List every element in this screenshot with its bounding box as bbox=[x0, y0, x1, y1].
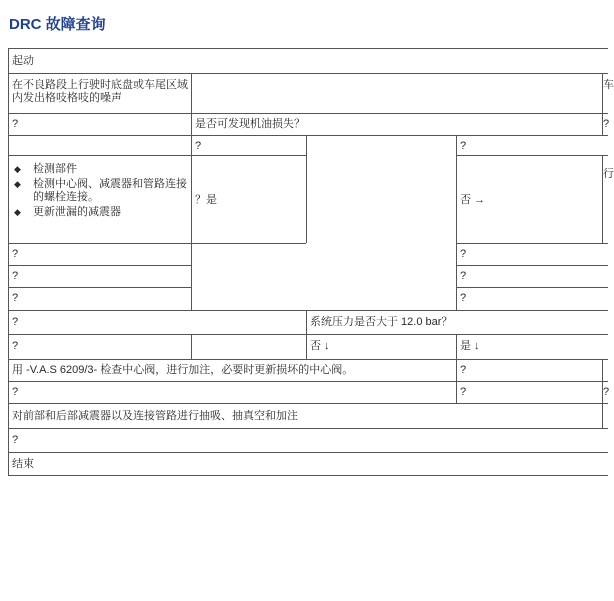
cell-unknown: ? bbox=[460, 292, 467, 304]
cell-unknown: ? bbox=[460, 386, 467, 398]
row-line bbox=[456, 287, 608, 288]
column-line bbox=[306, 310, 307, 359]
column-line bbox=[191, 135, 192, 310]
cell-unknown: ? bbox=[460, 248, 467, 260]
column-line bbox=[456, 135, 457, 310]
cell-unknown: ? bbox=[12, 118, 19, 130]
column-line bbox=[8, 48, 9, 476]
column-line bbox=[306, 135, 307, 243]
row-line bbox=[8, 359, 608, 360]
cell-unknown: ? bbox=[12, 386, 19, 398]
cell-unknown: ? bbox=[12, 270, 19, 282]
cell-unknown: ? bbox=[195, 140, 202, 152]
row-line bbox=[8, 381, 608, 382]
cell-check-valve: 用 -V.A.S 6209/3- 检查中心阀，进行加注，必要时更新损坏的中心阀。 bbox=[12, 364, 354, 376]
row-line bbox=[8, 155, 306, 156]
row-line bbox=[8, 310, 608, 311]
row-line bbox=[8, 287, 191, 288]
cell-unknown: ? bbox=[460, 140, 467, 152]
cell-edge-char: 车 bbox=[603, 79, 614, 91]
list-item: ◆ 检测中心阀、减震器和管路连接的螺栓连接。 bbox=[14, 178, 187, 203]
action-bullet-list bbox=[13, 163, 191, 221]
cell-refill: 对前部和后部减震器以及连接管路进行抽吸、抽真空和加注 bbox=[12, 410, 298, 422]
cell-unknown: ? bbox=[460, 364, 467, 376]
row-line bbox=[8, 73, 608, 74]
cell-no-down: 否 ↓ bbox=[310, 340, 330, 352]
bullet-icon: ◆ bbox=[14, 179, 21, 189]
row-line bbox=[8, 334, 608, 335]
cell-symptom: 在不良路段上行驶时底盘或车尾区域内发出格吱格吱的噪声 bbox=[12, 79, 188, 104]
bullet-icon: ◆ bbox=[14, 207, 21, 217]
row-line bbox=[8, 135, 608, 136]
row-line bbox=[456, 243, 608, 244]
row-line bbox=[8, 452, 608, 453]
cell-question-engine-oil: 是否可发现机油损失？ bbox=[195, 118, 305, 130]
row-line bbox=[456, 155, 608, 156]
cell-unknown: ? bbox=[12, 434, 19, 446]
cell-unknown: ? bbox=[12, 292, 19, 304]
page-title: DRC 故障查询 bbox=[9, 16, 106, 33]
cell-edge-char: ? bbox=[603, 386, 610, 398]
cell-yes-marker: ？是 bbox=[195, 194, 217, 206]
cell-unknown: ? bbox=[12, 248, 19, 260]
bullet-icon: ◆ bbox=[14, 164, 21, 174]
row-line bbox=[456, 265, 608, 266]
cell-end: 结束 bbox=[12, 458, 34, 470]
row-line bbox=[8, 265, 191, 266]
cell-edge-char: ? bbox=[603, 118, 610, 130]
cell-yes-down: 是 ↓ bbox=[460, 340, 480, 352]
row-line bbox=[8, 113, 608, 114]
list-item: ◆ 更新泄漏的减震器 bbox=[14, 206, 121, 218]
cell-edge-char: 行 bbox=[603, 168, 614, 180]
list-item: ◆ 检测部件 bbox=[14, 163, 77, 175]
cell-unknown: ? bbox=[460, 270, 467, 282]
column-line bbox=[191, 334, 192, 359]
row-line bbox=[8, 403, 608, 404]
cell-no-arrow: 否 → bbox=[460, 194, 486, 206]
cell-question-pressure: 系统压力是否大于 12.0 bar？ bbox=[310, 316, 453, 328]
row-line bbox=[8, 475, 608, 476]
column-line bbox=[456, 334, 457, 403]
row-line bbox=[8, 243, 306, 244]
row-line bbox=[8, 428, 608, 429]
cell-unknown: ? bbox=[12, 340, 19, 352]
row-line bbox=[8, 48, 608, 49]
cell-start: 起动 bbox=[12, 55, 34, 67]
cell-unknown: ? bbox=[12, 316, 19, 328]
column-line bbox=[191, 73, 192, 135]
